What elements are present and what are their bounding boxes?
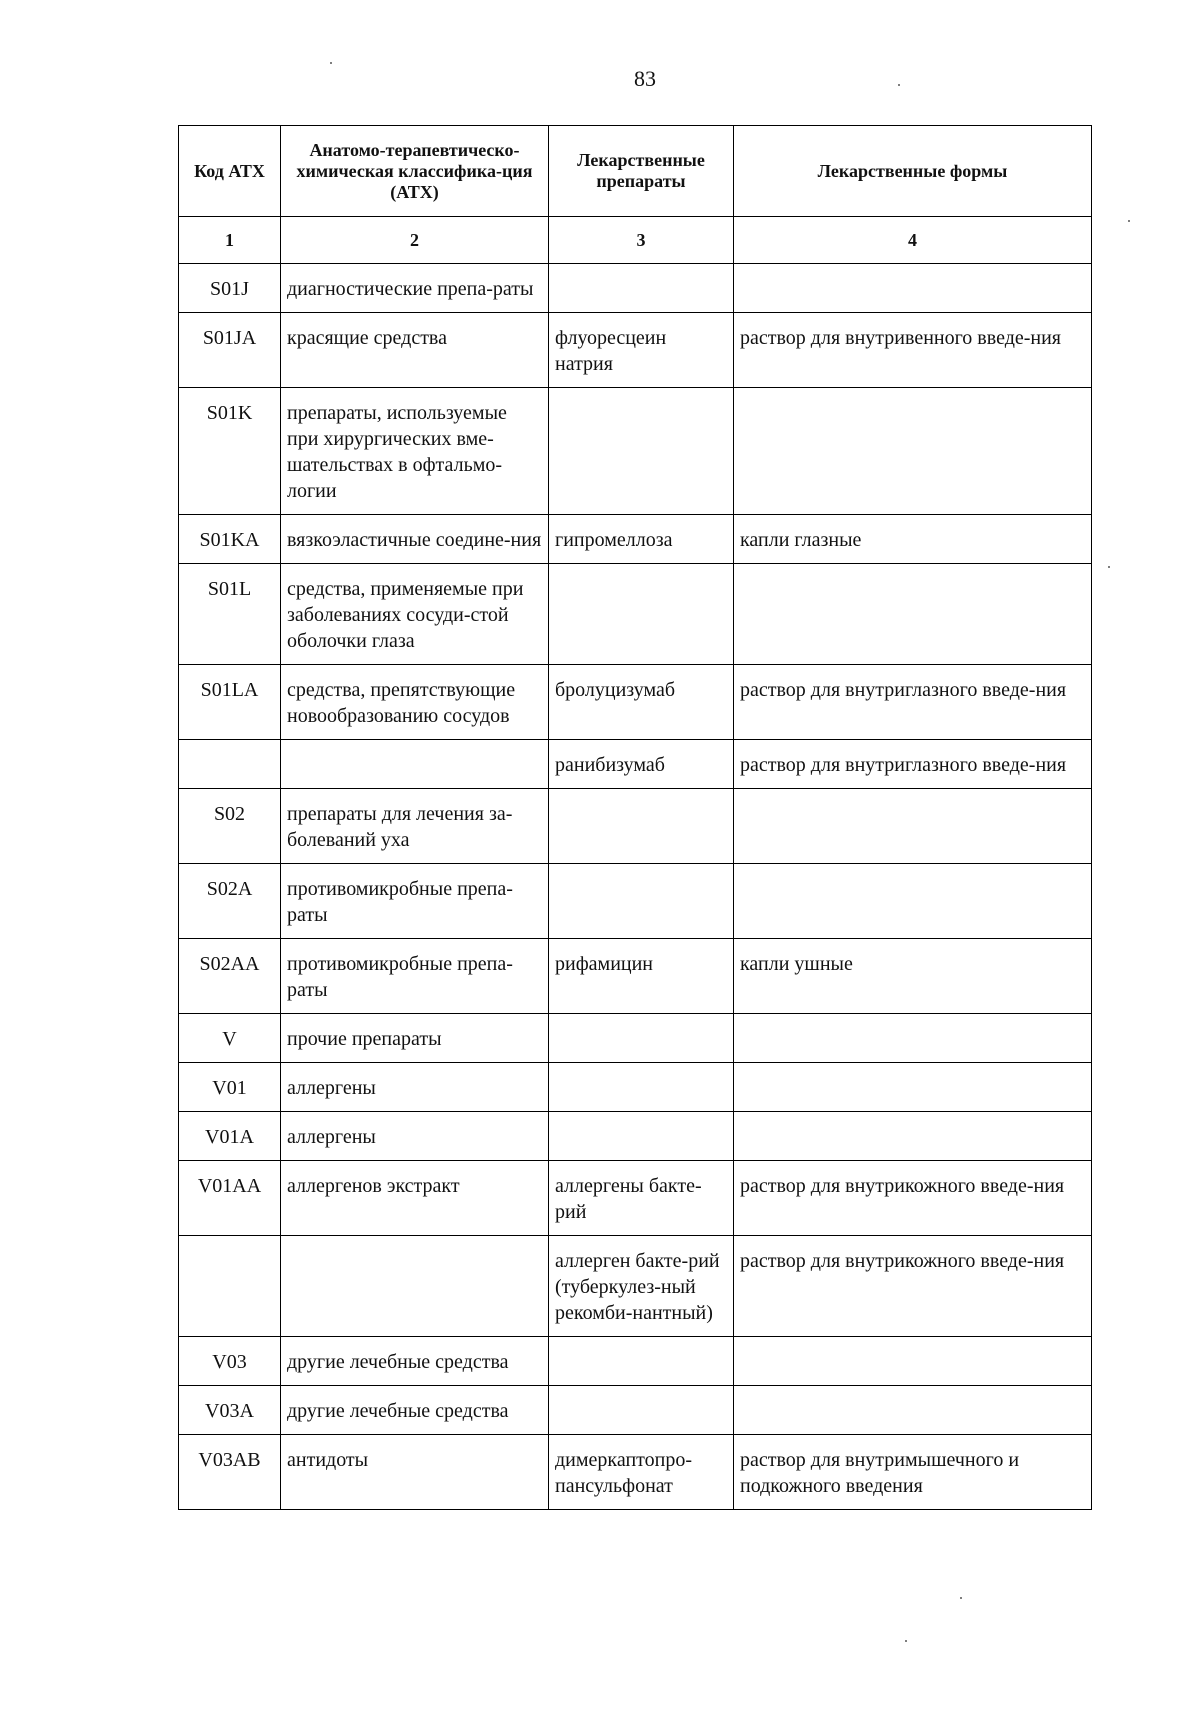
table-row — [179, 1236, 1092, 1337]
row-form-cell — [734, 564, 1092, 665]
row-form-cell — [734, 1063, 1092, 1112]
column-number: 1 — [179, 217, 281, 264]
row-code-cell — [179, 740, 281, 789]
atc-drug-table — [178, 125, 1092, 1510]
row-classification-cell: противомикробные препа-раты — [281, 864, 549, 939]
row-classification-cell: антидоты — [281, 1435, 549, 1510]
header-drugs: Лекарственные препараты — [549, 126, 734, 217]
table-row — [179, 264, 1092, 313]
row-form-cell: капли глазные — [734, 515, 1092, 564]
row-drug-cell — [549, 1386, 734, 1435]
row-code-cell: S01J — [179, 264, 281, 313]
row-form-cell — [734, 1112, 1092, 1161]
table-row — [179, 1112, 1092, 1161]
row-classification-cell: средства, препятствующие новообразованию сосудов — [281, 665, 549, 740]
row-form-cell — [734, 789, 1092, 864]
row-form-cell — [734, 1014, 1092, 1063]
row-code-cell: V03A — [179, 1386, 281, 1435]
row-drug-cell — [549, 789, 734, 864]
row-classification-cell: другие лечебные средства — [281, 1386, 549, 1435]
page-number: 83 — [634, 66, 656, 91]
row-classification-cell — [281, 740, 549, 789]
row-code-cell: S01K — [179, 388, 281, 515]
table-row — [179, 665, 1092, 740]
table-row — [179, 1014, 1092, 1063]
table-row — [179, 1435, 1092, 1510]
row-form-cell: раствор для внутрикожного введе-ния — [734, 1161, 1092, 1236]
table-row — [179, 1337, 1092, 1386]
row-code-cell: S01KA — [179, 515, 281, 564]
table-row — [179, 1161, 1092, 1236]
row-classification-cell: препараты для лечения за-болеваний уха — [281, 789, 549, 864]
row-code-cell: V — [179, 1014, 281, 1063]
row-code-cell: S01L — [179, 564, 281, 665]
column-number: 4 — [734, 217, 1092, 264]
row-code-cell: V01AA — [179, 1161, 281, 1236]
row-form-cell — [734, 864, 1092, 939]
header-forms: Лекарственные формы — [734, 126, 1092, 217]
row-drug-cell — [549, 264, 734, 313]
table-row — [179, 864, 1092, 939]
row-drug-cell — [549, 1063, 734, 1112]
row-form-cell: раствор для внутриглазного введе-ния — [734, 665, 1092, 740]
scan-speck — [330, 62, 332, 64]
table-row — [179, 1063, 1092, 1112]
row-code-cell: V03AB — [179, 1435, 281, 1510]
row-form-cell — [734, 1337, 1092, 1386]
row-drug-cell: бролуцизумаб — [549, 665, 734, 740]
row-classification-cell: аллергены — [281, 1063, 549, 1112]
row-drug-cell: ранибизумаб — [549, 740, 734, 789]
scan-speck — [960, 1597, 962, 1599]
table-row — [179, 939, 1092, 1014]
row-classification-cell: аллергенов экстракт — [281, 1161, 549, 1236]
row-code-cell: V01A — [179, 1112, 281, 1161]
row-form-cell: капли ушные — [734, 939, 1092, 1014]
row-classification-cell: средства, применяемые при заболеваниях сосуди-стой оболочки глаза — [281, 564, 549, 665]
row-form-cell: раствор для внутриглазного введе-ния — [734, 740, 1092, 789]
column-number: 2 — [281, 217, 549, 264]
row-drug-cell: флуоресцеин натрия — [549, 313, 734, 388]
header-classification: Анатомо-терапевтическо-химическая классифика-ция (АТХ) — [281, 126, 549, 217]
row-drug-cell — [549, 388, 734, 515]
row-drug-cell: рифамицин — [549, 939, 734, 1014]
row-code-cell: V03 — [179, 1337, 281, 1386]
row-classification-cell: вязкоэластичные соедине-ния — [281, 515, 549, 564]
table-row — [179, 388, 1092, 515]
table-row — [179, 789, 1092, 864]
table-row — [179, 1386, 1092, 1435]
table-row — [179, 564, 1092, 665]
row-code-cell: S02AA — [179, 939, 281, 1014]
column-number: 3 — [549, 217, 734, 264]
row-code-cell — [179, 1236, 281, 1337]
row-form-cell — [734, 264, 1092, 313]
row-form-cell: раствор для внутривенного введе-ния — [734, 313, 1092, 388]
column-number-row — [179, 217, 1092, 264]
table-row — [179, 740, 1092, 789]
row-form-cell — [734, 1386, 1092, 1435]
row-drug-cell: аллергены бакте-рий — [549, 1161, 734, 1236]
scan-speck — [1128, 220, 1130, 222]
row-drug-cell — [549, 864, 734, 939]
row-classification-cell: другие лечебные средства — [281, 1337, 549, 1386]
row-drug-cell — [549, 1014, 734, 1063]
scan-speck — [1108, 566, 1110, 568]
row-drug-cell: гипромеллоза — [549, 515, 734, 564]
table-row — [179, 313, 1092, 388]
row-classification-cell: противомикробные препа-раты — [281, 939, 549, 1014]
row-drug-cell: аллерген бакте-рий (туберкулез-ный рекомби-нантный) — [549, 1236, 734, 1337]
row-code-cell: V01 — [179, 1063, 281, 1112]
table-row — [179, 515, 1092, 564]
row-code-cell: S01JA — [179, 313, 281, 388]
row-code-cell: S02 — [179, 789, 281, 864]
row-classification-cell — [281, 1236, 549, 1337]
row-drug-cell — [549, 1112, 734, 1161]
row-classification-cell: препараты, используемые при хирургических вме-шательствах в офтальмо-логии — [281, 388, 549, 515]
row-drug-cell — [549, 564, 734, 665]
row-drug-cell: димеркаптопро-пансульфонат — [549, 1435, 734, 1510]
row-code-cell: S02A — [179, 864, 281, 939]
header-code: Код АТХ — [179, 126, 281, 217]
row-classification-cell: красящие средства — [281, 313, 549, 388]
scan-speck — [905, 1640, 907, 1642]
row-drug-cell — [549, 1337, 734, 1386]
scan-speck — [898, 84, 900, 86]
row-form-cell: раствор для внутримышечного и подкожного введения — [734, 1435, 1092, 1510]
row-classification-cell: диагностические препа-раты — [281, 264, 549, 313]
row-code-cell: S01LA — [179, 665, 281, 740]
header-row — [179, 126, 1092, 217]
row-classification-cell: прочие препараты — [281, 1014, 549, 1063]
row-classification-cell: аллергены — [281, 1112, 549, 1161]
row-form-cell — [734, 388, 1092, 515]
row-form-cell: раствор для внутрикожного введе-ния — [734, 1236, 1092, 1337]
